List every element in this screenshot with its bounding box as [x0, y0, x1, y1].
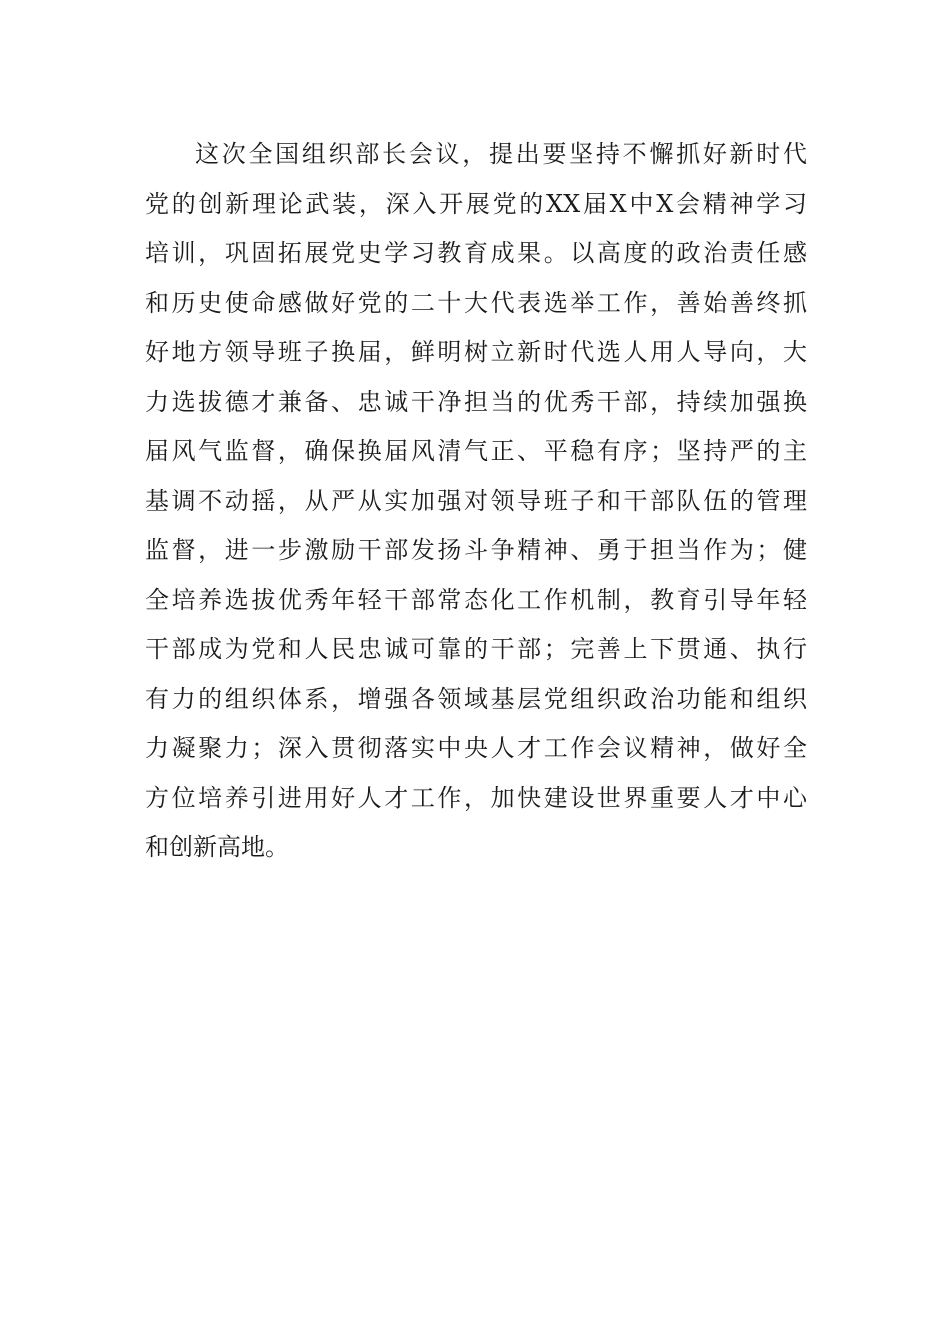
body-paragraph: [145, 130, 807, 873]
paragraph-line: 力选拔德才兼备、忠诚干净担当的优秀干部，持续加强换: [145, 387, 807, 416]
paragraph-line: 培训，巩固拓展党史学习教育成果。以高度的政治责任感: [145, 239, 807, 267]
paragraph-line: 届风气监督，确保换届风清气正、平稳有序；坚持严的主: [145, 437, 807, 465]
paragraph-line: 力凝聚力；深入贯彻落实中央人才工作会议精神，做好全: [145, 734, 807, 762]
paragraph-line: 监督，进一步激励干部发扬斗争精神、勇于担当作为；健: [145, 536, 807, 564]
paragraph-line: 有力的组织体系，增强各领域基层党组织政治功能和组织: [145, 684, 807, 713]
paragraph-line: 这次全国组织部长会议，提出要坚持不懈抓好新时代: [195, 140, 807, 168]
paragraph-line: 好地方领导班子换届，鲜明树立新时代选人用人导向，大: [145, 338, 807, 366]
paragraph-line: 干部成为党和人民忠诚可靠的干部；完善上下贯通、执行: [145, 635, 807, 663]
paragraph-line: 和创新高地。: [145, 833, 289, 861]
paragraph-line: 和历史使命感做好党的二十大代表选举工作，善始善终抓: [145, 288, 807, 317]
paragraph-line: 全培养选拔优秀年轻干部常态化工作机制，教育引导年轻: [145, 585, 807, 614]
paragraph-line: 基调不动摇，从严从实加强对领导班子和干部队伍的管理: [145, 486, 807, 515]
paragraph-line: 方位培养引进用好人才工作，加快建设世界重要人才中心: [145, 783, 807, 812]
paragraph-line: 党的创新理论武装，深入开展党的XX届X中X会精神学习: [145, 189, 807, 218]
